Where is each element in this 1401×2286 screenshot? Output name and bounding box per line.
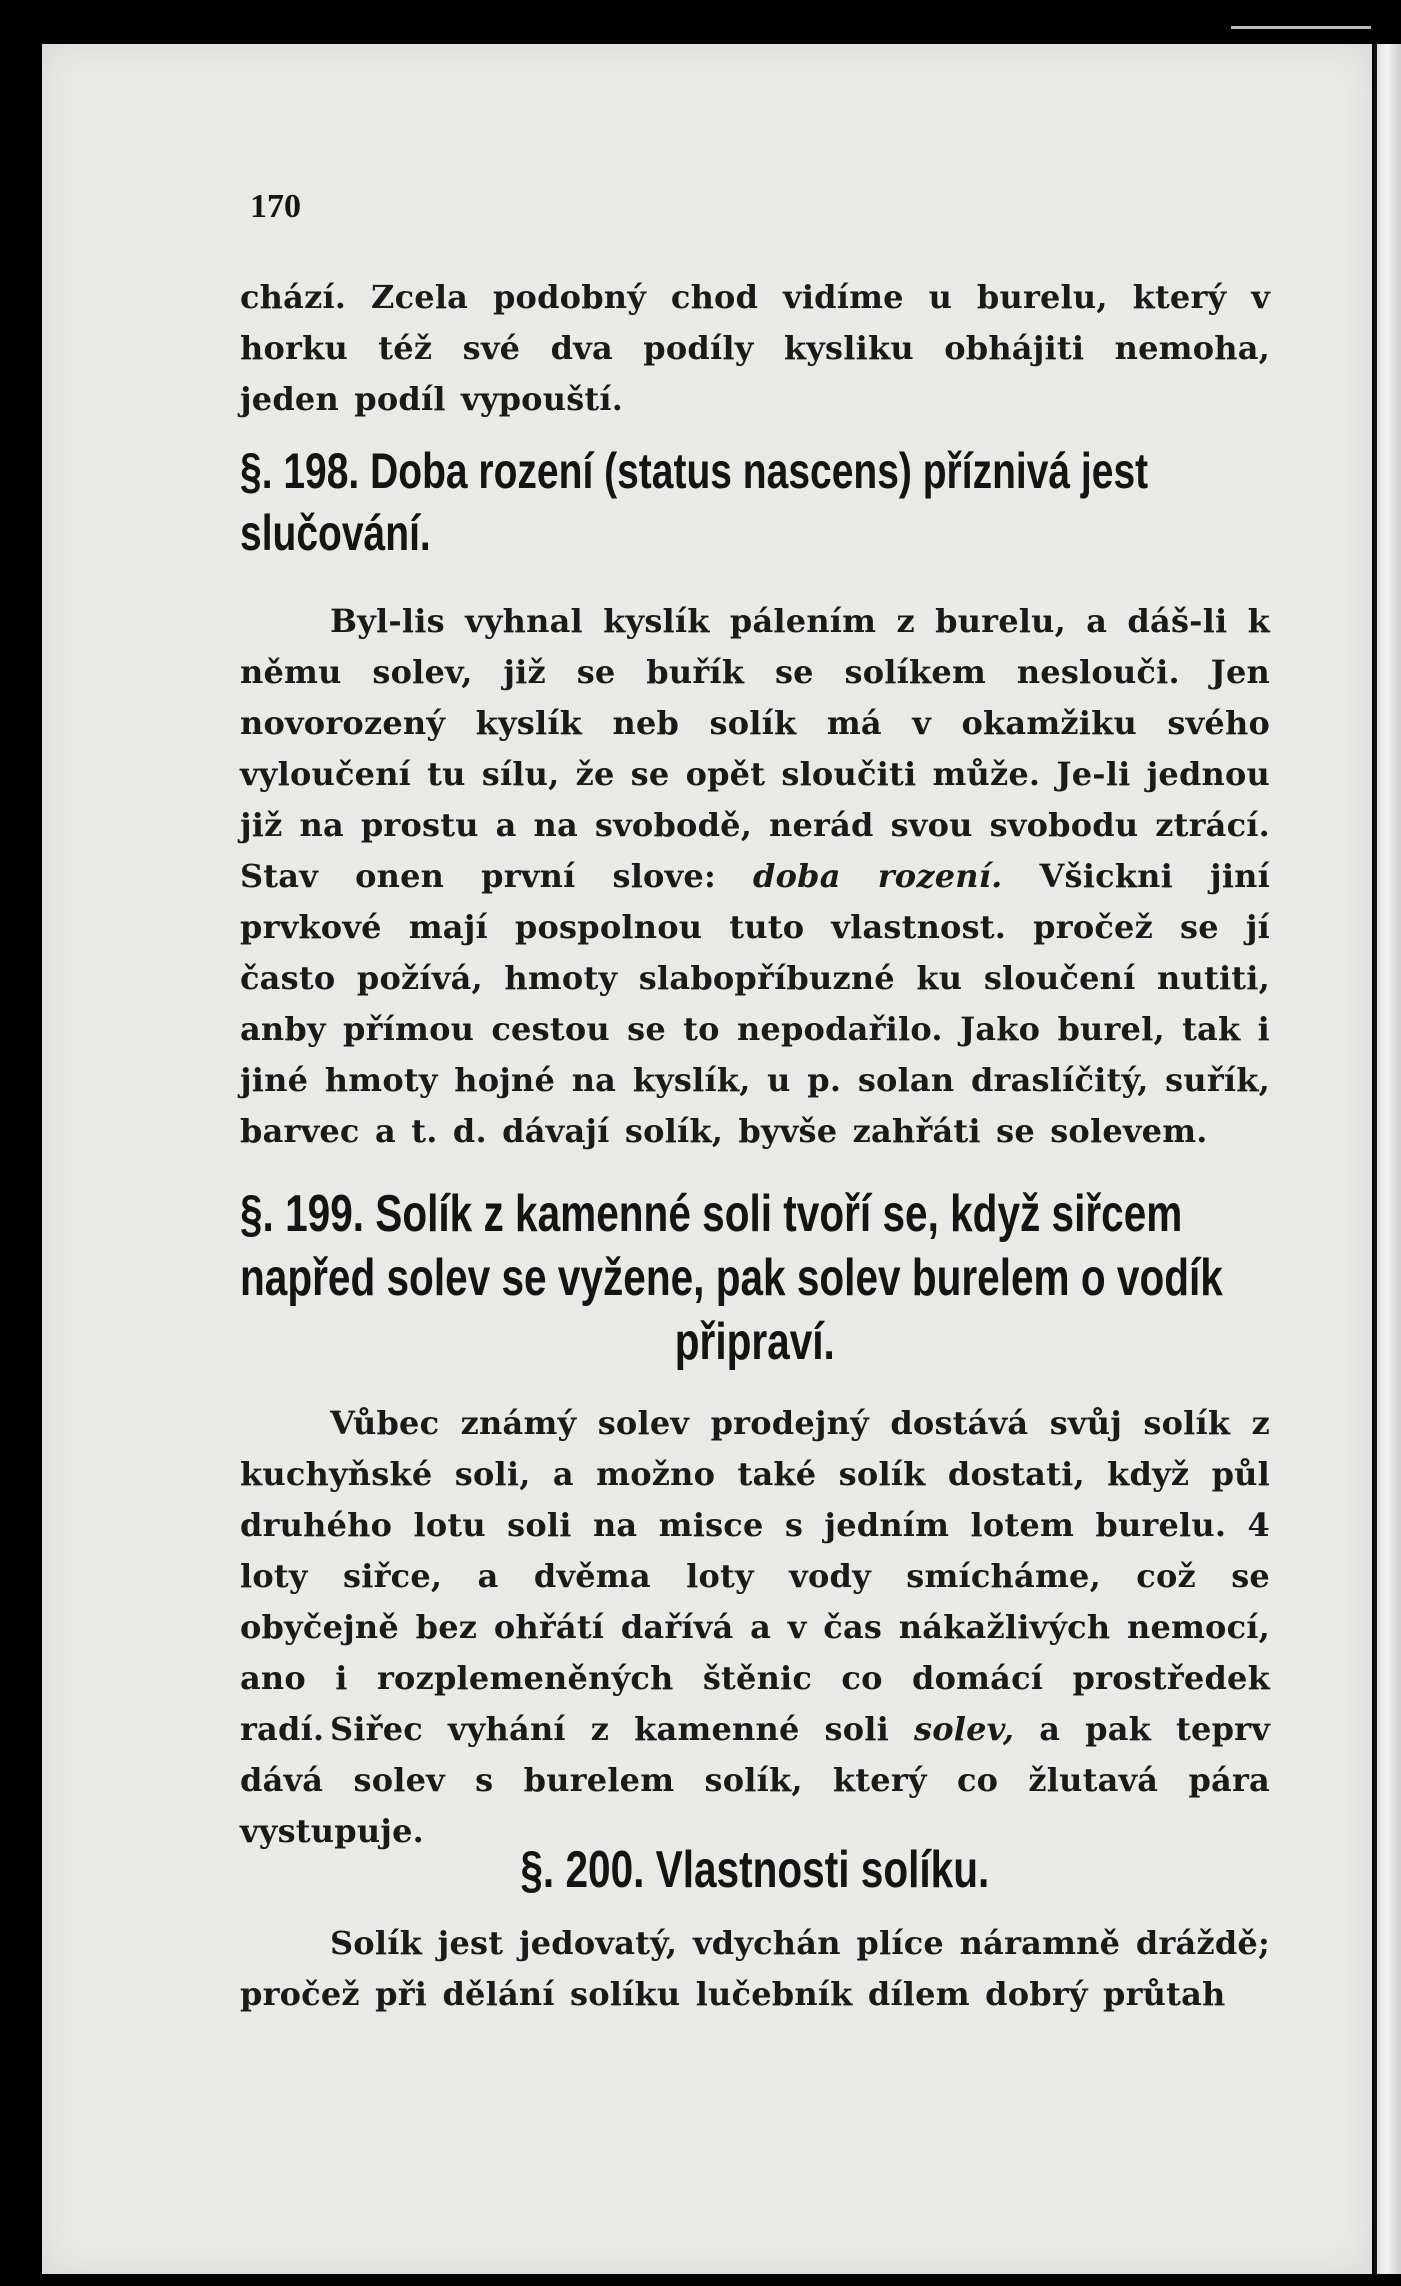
paragraph-199-second-part1: Siřec vyhání z kamenné soli xyxy=(330,1710,890,1748)
paragraph-199: Vůbec známý solev prodejný dostává svůj solík z kuchyňské soli, a možno také solík dostati, když půl druhého lotu soli na misce s jedním lotem burelu. 4 loty siřce, a dvěma loty vody smícháme, což se obyčejně bez ohřátí dařívá a v čas nákažlivých nemocí, ano i rozplemeněných štěnic co domácí prostředek radí. xyxy=(240,1404,1270,1748)
paragraph-199-second-part2: a pak teprv dává solev s burelem solík, který co žlutavá pára vystupuje. xyxy=(240,1710,1271,1850)
paragraph-199-second xyxy=(240,1704,1270,1857)
section-heading-198 xyxy=(240,440,1270,564)
page-number: 170 xyxy=(250,188,301,225)
paragraph-200: Solík jest jedovatý, vdychán plíce náramně dráždě; pročež při dělání solíku lučebník dílem dobrý průtah xyxy=(240,1924,1270,2013)
page-edge xyxy=(1374,44,1401,2274)
paragraph-198-part2: Všickni jiní prvkové mají pospolnou tuto vlastnost. pročež se jí často požívá, hmoty slabopříbuzné ku sloučení nutiti, anby přímou cestou se to nepodařilo. Jako burel, tak i jiné hmoty hojné na kyslík, u p. solan draslíčitý, suřík, barvec a t. d. dávají solík, byvše zahřáti se solevem. xyxy=(240,857,1270,1150)
section-heading-198-line1: §. 198. Doba rození (status nascens) příznivá jest xyxy=(240,443,1149,499)
section-heading-198-line2: slučování. xyxy=(240,505,431,561)
scan-edge-mark xyxy=(1231,26,1371,29)
section-heading-199-line2: napřed solev se vyžene, pak solev burelem o vodík xyxy=(240,1249,1223,1307)
section-heading-199 xyxy=(240,1182,1270,1374)
paragraph-198-part1: Byl-lis vyhnal kyslík pálením z burelu, a dáš-li k němu solev, již se buřík se solíkem neslouči. Jen novorozený kyslík neb solík má v okamžiku svého vyloučení tu sílu, že se opět sloučiti může. Je-li jednou již na prostu a na svobodě, nerád svou svobodu ztrácí. Stav onen první slove: xyxy=(240,602,1270,895)
section-heading-200: §. 200. Vlastnosti solíku. xyxy=(520,1841,990,1899)
paragraph-198-emphasis: doba rození. xyxy=(753,857,1003,895)
section-heading-199-line3: připraví. xyxy=(674,1313,835,1371)
section-heading-199-line1: §. 199. Solík z kamenné soli tvoří se, když siřcem xyxy=(240,1185,1183,1243)
paragraph-199-second-emphasis: solev, xyxy=(914,1710,1015,1748)
paragraph-198 xyxy=(240,596,1270,1157)
paragraph-continuation: chází. Zcela podobný chod vidíme u burelu, který v horku též své dva podíly kysliku obhájiti nemoha, jeden podíl vypouští. xyxy=(240,278,1270,418)
